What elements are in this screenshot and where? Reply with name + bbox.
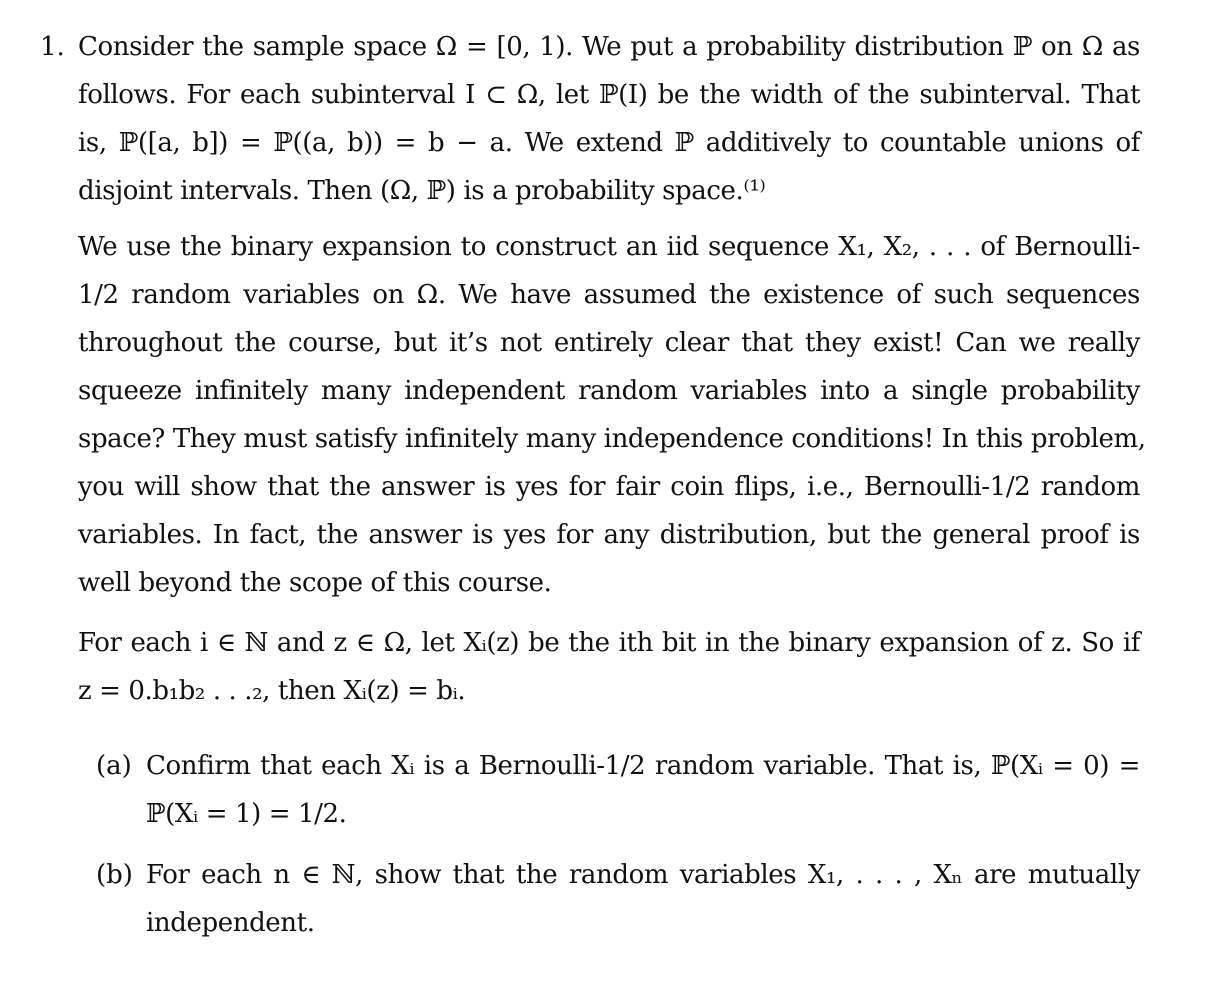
text-line: Confirm that each Xᵢ is a Bernoulli-1/2 random variable. That is, ℙ(Xᵢ = 0) = — [146, 751, 1140, 781]
part-label: (b) — [96, 860, 133, 890]
paragraph-sample-space — [78, 27, 1140, 219]
part-text — [146, 855, 1140, 951]
text-line: disjoint intervals. Then (Ω, ℙ) is a probability space.⁽¹⁾ — [78, 176, 766, 206]
text-line: z = 0.b₁b₂ . . .₂, then Xᵢ(z) = bᵢ. — [78, 676, 466, 706]
text-line: We use the binary expansion to construct an iid sequence X₁, X₂, . . . of Bernoulli- — [78, 232, 1140, 262]
text-line: follows. For each subinterval I ⊂ Ω, let ℙ(I) be the width of the subinterval. That — [78, 80, 1140, 110]
problem-number: 1. — [40, 32, 65, 62]
part-text — [146, 746, 1140, 842]
text-line: throughout the course, but it’s not entirely clear that they exist! Can we really — [78, 328, 1140, 358]
text-line: squeeze infinitely many independent random variables into a single probability — [78, 376, 1140, 406]
text-line: independent. — [146, 908, 315, 938]
text-line: For each n ∈ ℕ, show that the random variables X₁, . . . , Xₙ are mutually — [146, 860, 1140, 890]
text-line: you will show that the answer is yes for fair coin flips, i.e., Bernoulli-1/2 random — [78, 472, 1140, 502]
text-line: Consider the sample space Ω = [0, 1). We put a probability distribution ℙ on Ω as — [78, 32, 1140, 62]
text-line: well beyond the scope of this course. — [78, 568, 552, 598]
text-line: For each i ∈ ℕ and z ∈ Ω, let Xᵢ(z) be the ith bit in the binary expansion of z. So if — [78, 628, 1140, 658]
paragraph-binary-expansion — [78, 227, 1146, 611]
paragraph-definition — [78, 623, 1140, 719]
text-line: 1/2 random variables on Ω. We have assumed the existence of such sequences — [78, 280, 1140, 310]
text-line: space? They must satisfy infinitely many independence conditions! In this problem, — [78, 424, 1146, 454]
text-line: is, ℙ([a, b]) = ℙ((a, b)) = b − a. We extend ℙ additively to countable unions of — [78, 128, 1140, 158]
text-line: variables. In fact, the answer is yes for any distribution, but the general proof is — [78, 520, 1140, 550]
text-line: ℙ(Xᵢ = 1) = 1/2. — [146, 799, 347, 829]
part-label: (a) — [96, 751, 132, 781]
